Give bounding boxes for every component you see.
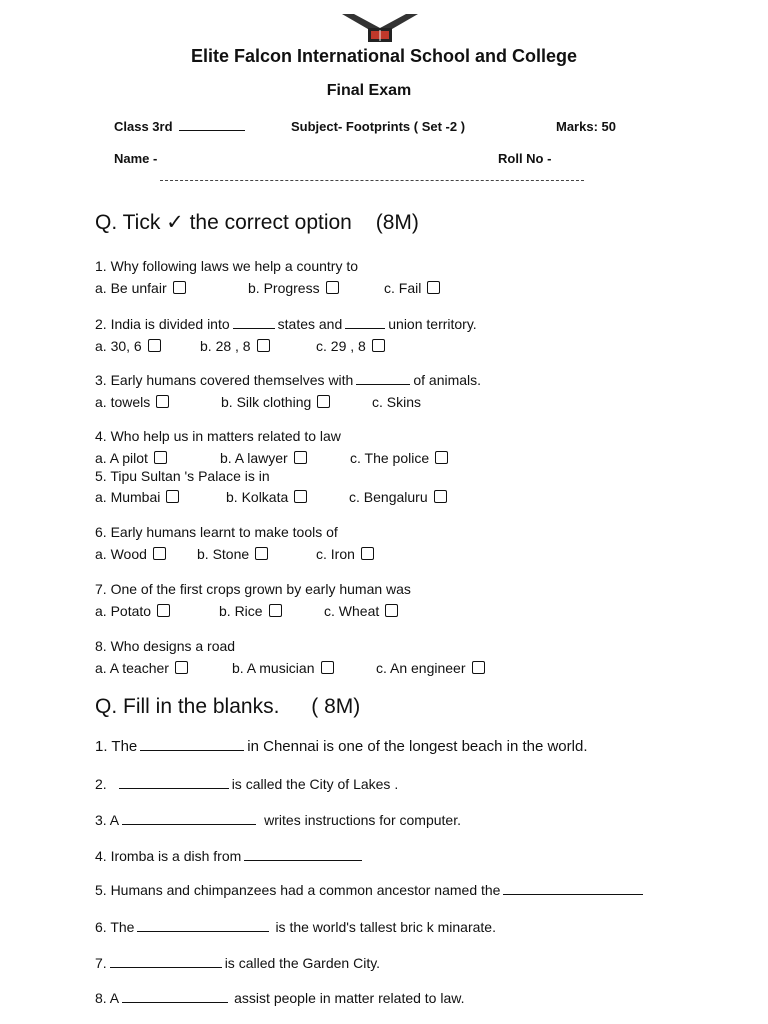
option-1b[interactable]: b. Progress [248, 280, 339, 296]
checkbox[interactable] [148, 339, 161, 352]
option-6b[interactable]: b. Stone [197, 546, 268, 562]
fill-blank[interactable] [244, 849, 362, 861]
fill-item-5: 5. Humans and chimpanzees had a common ancestor named the [95, 882, 646, 898]
fill-blank[interactable] [122, 991, 228, 1003]
option-5b[interactable]: b. Kolkata [226, 489, 307, 505]
question-6: 6. Early humans learnt to make tools of [95, 524, 338, 540]
question-3: 3. Early humans covered themselves with of animals. [95, 372, 482, 388]
checkbox[interactable] [372, 339, 385, 352]
option-4b[interactable]: b. A lawyer [220, 450, 307, 466]
exam-title: Final Exam [326, 82, 412, 99]
fill-blank[interactable] [137, 920, 269, 932]
checkbox[interactable] [472, 661, 485, 674]
fill-item-2: 2. is called the City of Lakes . [95, 776, 399, 792]
checkbox[interactable] [434, 490, 447, 503]
option-3a[interactable]: a. towels [95, 394, 169, 410]
checkbox[interactable] [317, 395, 330, 408]
checkbox[interactable] [269, 604, 282, 617]
question-8: 8. Who designs a road [95, 638, 236, 654]
option-3c[interactable]: c. Skins [372, 394, 422, 410]
option-1a[interactable]: a. Be unfair [95, 280, 186, 296]
marks-label: Marks: 50 [556, 119, 616, 134]
fill-item-4: 4. Iromba is a dish from [95, 848, 365, 864]
option-2b[interactable]: b. 28 , 8 [200, 338, 270, 354]
checkbox[interactable] [175, 661, 188, 674]
option-6c[interactable]: c. Iron [316, 546, 374, 562]
fill-blank[interactable] [140, 739, 244, 751]
class-blank[interactable] [179, 119, 245, 131]
checkbox[interactable] [257, 339, 270, 352]
section-tick-marks: (8M) [375, 211, 419, 234]
checkbox[interactable] [385, 604, 398, 617]
option-2c[interactable]: c. 29 , 8 [316, 338, 385, 354]
option-8c[interactable]: c. An engineer [376, 660, 485, 676]
subject-label: Subject- Footprints ( Set -2 ) [291, 119, 466, 134]
checkbox[interactable] [173, 281, 186, 294]
fill-item-6: 6. The is the world's tallest bric k minarate. [95, 919, 496, 935]
checkbox[interactable] [321, 661, 334, 674]
question-7: 7. One of the first crops grown by early human was [95, 581, 411, 597]
fill-item-1: 1. The in Chennai is one of the longest beach in the world. [95, 738, 588, 755]
option-7c[interactable]: c. Wheat [324, 603, 398, 619]
option-3b[interactable]: b. Silk clothing [221, 394, 330, 410]
checkbox[interactable] [361, 547, 374, 560]
checkbox[interactable] [326, 281, 339, 294]
checkbox[interactable] [294, 451, 307, 464]
option-4a[interactable]: a. A pilot [95, 450, 167, 466]
fill-blank[interactable] [119, 777, 229, 789]
question-4: 4. Who help us in matters related to law [95, 428, 341, 444]
separator-line [160, 180, 584, 181]
name-label: Name - [114, 151, 158, 166]
checkbox[interactable] [427, 281, 440, 294]
question-5: 5. Tipu Sultan 's Palace is in [95, 468, 270, 484]
roll-label: Roll No - [498, 151, 552, 166]
checkbox[interactable] [255, 547, 268, 560]
checkbox[interactable] [156, 395, 169, 408]
option-2a[interactable]: a. 30, 6 [95, 338, 161, 354]
section-fill-title: Q. Fill in the blanks. [95, 695, 280, 718]
question-2: 2. India is divided into states and union territory. [95, 316, 477, 332]
option-1c[interactable]: c. Fail [384, 280, 440, 296]
school-name: Elite Falcon International School and College [190, 46, 578, 66]
option-7b[interactable]: b. Rice [219, 603, 282, 619]
checkbox[interactable] [154, 451, 167, 464]
section-fill-heading [95, 695, 360, 719]
option-4c[interactable]: c. The police [350, 450, 448, 466]
option-6a[interactable]: a. Wood [95, 546, 166, 562]
option-7a[interactable]: a. Potato [95, 603, 170, 619]
fill-item-8: 8. A assist people in matter related to law. [95, 990, 465, 1006]
fill-item-3: 3. A writes instructions for computer. [95, 812, 461, 828]
checkbox[interactable] [294, 490, 307, 503]
question-1: 1. Why following laws we help a country to [95, 258, 359, 274]
section-tick-title: Q. Tick ✓ the correct option [95, 211, 352, 234]
class-label: Class 3rd [114, 119, 173, 134]
checkbox[interactable] [153, 547, 166, 560]
option-5c[interactable]: c. Bengaluru [349, 489, 447, 505]
fill-blank[interactable] [110, 956, 222, 968]
section-tick-heading [95, 210, 419, 235]
checkbox[interactable] [166, 490, 179, 503]
checkbox[interactable] [157, 604, 170, 617]
school-logo-icon [340, 10, 420, 46]
checkbox[interactable] [435, 451, 448, 464]
option-5a[interactable]: a. Mumbai [95, 489, 179, 505]
class-field [114, 119, 248, 134]
option-8b[interactable]: b. A musician [232, 660, 334, 676]
option-8a[interactable]: a. A teacher [95, 660, 188, 676]
fill-item-7: 7. is called the Garden City. [95, 955, 381, 971]
fill-blank[interactable] [122, 813, 256, 825]
section-fill-marks: ( 8M) [311, 695, 361, 718]
fill-blank[interactable] [503, 883, 643, 895]
